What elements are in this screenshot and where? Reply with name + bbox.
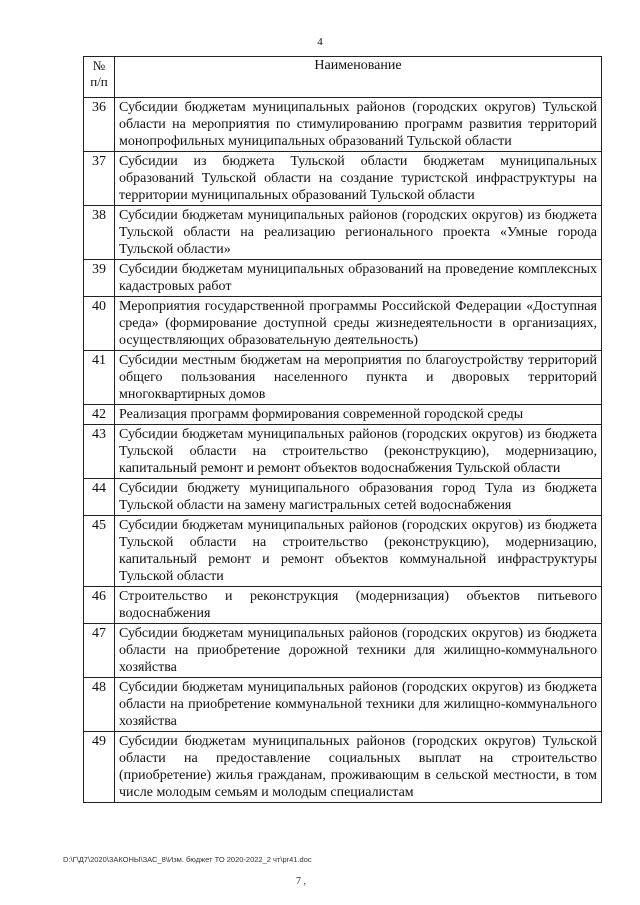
footer-mark: 7 , (296, 876, 306, 887)
table-row (84, 678, 602, 732)
header-number (84, 57, 115, 98)
file-path-footer: D:\Г\Д7\2020\ЗАКОНЫ\ЗАС_8\Изм. бюджет ТО 2020-2022_2 чт\pr41.doc (63, 855, 312, 864)
table-row (84, 297, 602, 351)
row-name: Субсидии бюджетам муниципальных районов (городских округов) из бюджета Тульской области на реализацию регионального проекта «Умные города Тульской области» (115, 206, 602, 260)
row-name: Субсидии бюджетам муниципальных районов (городских округов) Тульской области на предоставление социальных выплат на строительство (приобретение) жилья гражданам, проживающим в сельской местности, в том числе молодым семьям и молодым специалистам (115, 732, 602, 803)
row-number: 45 (84, 516, 115, 587)
row-number: 37 (84, 152, 115, 206)
header-name: Наименование (115, 57, 602, 98)
header-number-text: № п/п (90, 58, 108, 89)
row-number: 43 (84, 425, 115, 479)
row-name: Мероприятия государственной программы Российской Федерации «Доступная среда» (формирование доступной среды жизнедеятельности в организациях, осуществляющих образовательную деятельность) (115, 297, 602, 351)
table-row (84, 152, 602, 206)
table-row (84, 516, 602, 587)
table-row (84, 587, 602, 624)
row-number: 42 (84, 405, 115, 425)
row-number: 46 (84, 587, 115, 624)
row-number: 44 (84, 479, 115, 516)
row-name: Реализация программ формирования современной городской среды (115, 405, 602, 425)
row-number: 38 (84, 206, 115, 260)
table-row (84, 260, 602, 297)
row-number: 48 (84, 678, 115, 732)
row-name: Субсидии местным бюджетам на мероприятия по благоустройству территорий общего пользования населенного пункта и дворовых территорий многоквартирных домов (115, 351, 602, 405)
row-name: Субсидии бюджетам муниципальных районов (городских округов) из бюджета Тульской области на строительство (реконструкцию), модернизацию, капитальный ремонт и ремонт объектов коммунальной инфраструктуры Тульской области (115, 516, 602, 587)
table-row (84, 624, 602, 678)
table-row (84, 98, 602, 152)
row-number: 49 (84, 732, 115, 803)
row-name: Субсидии из бюджета Тульской области бюджетам муниципальных образований Тульской области на создание туристской инфраструктуры на территории муниципальных образований Тульской области (115, 152, 602, 206)
row-number: 40 (84, 297, 115, 351)
row-name: Строительство и реконструкция (модернизация) объектов питьевого водоснабжения (115, 587, 602, 624)
table-row (84, 405, 602, 425)
table-row (84, 732, 602, 803)
row-number: 41 (84, 351, 115, 405)
table-row (84, 206, 602, 260)
table-row (84, 479, 602, 516)
row-number: 39 (84, 260, 115, 297)
row-name: Субсидии бюджету муниципального образования город Тула из бюджета Тульской области на замену магистральных сетей водоснабжения (115, 479, 602, 516)
row-number: 36 (84, 98, 115, 152)
appendix-table (83, 56, 602, 803)
row-name: Субсидии бюджетам муниципальных районов (городских округов) из бюджета Тульской области на строительство (реконструкцию), модернизацию, капитальный ремонт и ремонт объектов водоснабжения Тульской области (115, 425, 602, 479)
table-header-row (84, 57, 602, 98)
row-name: Субсидии бюджетам муниципальных образований на проведение комплексных кадастровых работ (115, 260, 602, 297)
row-name: Субсидии бюджетам муниципальных районов (городских округов) из бюджета области на приобретение коммунальной техники для жилищно-коммунального хозяйства (115, 678, 602, 732)
table-row (84, 351, 602, 405)
table-row (84, 425, 602, 479)
row-number: 47 (84, 624, 115, 678)
page-number: 4 (317, 36, 323, 48)
row-name: Субсидии бюджетам муниципальных районов (городских округов) Тульской области на мероприятия по стимулированию программ развития территорий монопрофильных муниципальных образований Тульской области (115, 98, 602, 152)
row-name: Субсидии бюджетам муниципальных районов (городских округов) из бюджета области на приобретение дорожной техники для жилищно-коммунального хозяйства (115, 624, 602, 678)
